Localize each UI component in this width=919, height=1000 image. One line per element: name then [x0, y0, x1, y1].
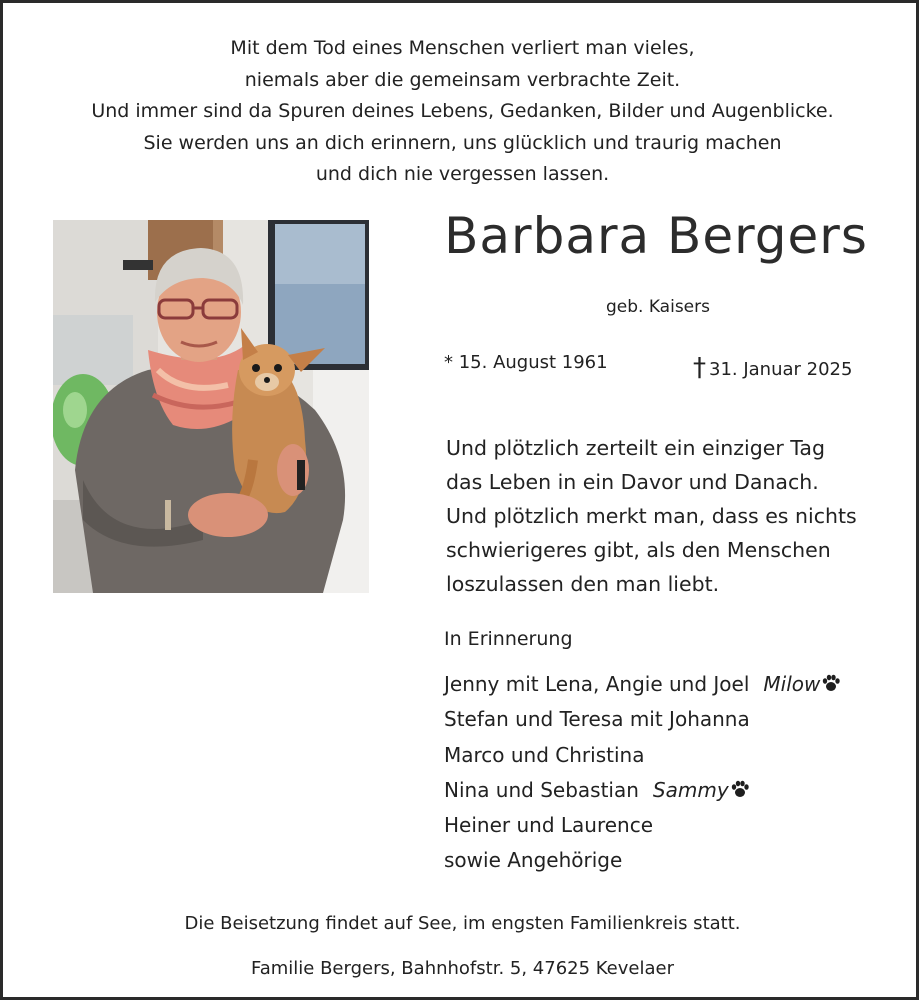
- paw-icon: [821, 674, 841, 692]
- deceased-name: Barbara Bergers: [444, 207, 868, 265]
- mourner-row: [444, 843, 841, 878]
- paw-icon: [730, 780, 750, 798]
- mourner-row: [444, 667, 841, 702]
- death-date-line: [693, 352, 852, 382]
- portrait-photo: [53, 220, 369, 593]
- memory-title: In Erinnerung: [444, 628, 573, 650]
- poem-line: das Leben in ein Davor und Danach.: [446, 470, 819, 494]
- burial-notice: Die Beisetzung findet auf See, im engsten Familienkreis statt.: [184, 913, 741, 934]
- poem-line: Und plötzlich zerteilt ein einziger Tag: [446, 436, 825, 460]
- intro-line: und dich nie vergessen lassen.: [315, 163, 610, 185]
- family-address: Familie Bergers, Bahnhofstr. 5, 47625 Kevelaer: [251, 958, 674, 979]
- mourner-row: [444, 702, 841, 737]
- intro-line: niemals aber die gemeinsam verbrachte Zeit.: [244, 68, 681, 91]
- mourner-row: [444, 738, 841, 773]
- poem-line: Und plötzlich merkt man, dass es nichts: [446, 504, 857, 528]
- poem-verse: [446, 431, 857, 601]
- poem-line: schwierigeres gibt, als den Menschen: [446, 538, 831, 562]
- birth-date: * 15. August 1961: [444, 352, 608, 373]
- pet-name: Milow: [763, 672, 821, 696]
- mourner-names: Jenny mit Lena, Angie und Joel: [444, 672, 750, 696]
- intro-line: Mit dem Tod eines Menschen verliert man vieles,: [230, 37, 695, 59]
- mourner-row: [444, 773, 841, 808]
- mourner-names: Heiner und Laurence: [444, 813, 654, 838]
- intro-line: Und immer sind da Spuren deines Lebens, Gedanken, Bilder und Augenblicke.: [91, 100, 834, 122]
- birth-name: geb. Kaisers: [605, 297, 710, 317]
- death-date: 31. Januar 2025: [709, 359, 853, 380]
- mourner-names: Stefan und Teresa mit Johanna: [444, 707, 750, 732]
- pet-name: Sammy: [652, 777, 729, 802]
- mourner-names: sowie Angehörige: [444, 848, 623, 873]
- mourner-row: [444, 808, 841, 843]
- cross-icon: †: [693, 353, 706, 383]
- intro-line: Sie werden uns an dich erinnern, uns glücklich und traurig machen: [143, 131, 782, 154]
- mourner-names: Marco und Christina: [444, 742, 645, 767]
- intro-verse: [23, 33, 902, 191]
- mourners-list: [444, 667, 841, 879]
- poem-line: loszulassen den man liebt.: [446, 572, 720, 596]
- mourner-names: Nina und Sebastian: [444, 777, 639, 802]
